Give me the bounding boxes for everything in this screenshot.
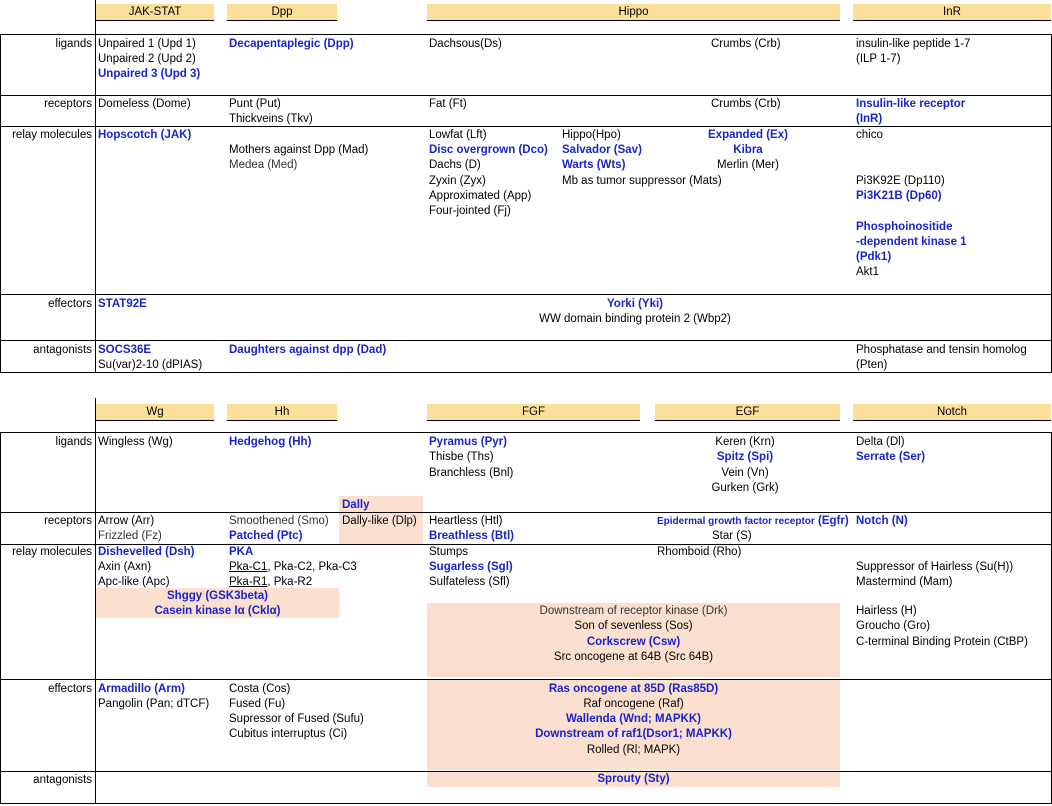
header-dpp: Dpp (227, 4, 337, 21)
relay-pka-r2: , Pka-R2 (267, 576, 313, 588)
receptor-smo: Smoothened (Smo) (229, 515, 329, 527)
ligand-upd2: Unpaired 2 (Upd 2) (98, 53, 196, 65)
header-hh: Hh (227, 404, 337, 421)
effector-cos: Costa (Cos) (229, 683, 291, 695)
label2-antagonists: antagonists (33, 774, 92, 786)
relay-d: Dachs (D) (429, 159, 481, 171)
label2-effectors: effectors (48, 683, 92, 695)
effector-fu: Fused (Fu) (229, 698, 286, 710)
relay-dp60: Pi3K21B (Dp60) (856, 190, 942, 202)
ligand-ilp: insulin-like peptide 1-7 (856, 38, 971, 50)
relay-pka-c (229, 560, 357, 576)
receptor-ft: Fat (Ft) (429, 98, 467, 110)
effector-arm: Armadillo (Arm) (98, 683, 185, 695)
receptor-inr: Insulin-like receptor (856, 98, 966, 110)
ligand-ds: Dachsous(Ds) (429, 38, 502, 50)
antagonist-dad: Daughters against dpp (Dad) (229, 344, 387, 356)
relay-chico: chico (856, 129, 883, 141)
ligand-dpp: Decapentaplegic (Dpp) (229, 38, 354, 50)
relay-pdk1-a: Phosphoinositide (856, 221, 953, 233)
label-relay-molecules: relay molecules (12, 129, 92, 141)
receptor-dome: Domeless (Dome) (98, 98, 191, 110)
ligand-upd3: Unpaired 3 (Upd 3) (98, 68, 201, 80)
header-wg: Wg (96, 404, 214, 421)
receptor-egfr-name: Epidermal growth factor receptor (657, 516, 815, 527)
ligand-upd1: Unpaired 1 (Upd 1) (98, 38, 196, 50)
label-receptors: receptors (44, 98, 92, 110)
relay-h: Hairless (H) (856, 605, 917, 617)
receptor-inr-abbr: (InR) (856, 113, 883, 125)
relay-gro: Groucho (Gro) (856, 620, 931, 632)
relay-med: Medea (Med) (229, 159, 298, 171)
header-inr: InR (853, 4, 1051, 21)
effector-sufu: Supressor of Fused (Sufu) (229, 713, 364, 725)
effector-wnd: Wallenda (Wnd; MAPKK) (565, 713, 701, 725)
label-effectors: effectors (48, 298, 92, 310)
ligand-crb: Crumbs (Crb) (711, 38, 781, 50)
ligand-dl: Delta (Dl) (856, 436, 905, 448)
relay-csw: Corkscrew (Csw) (586, 636, 681, 648)
relay-jak: Hopscotch (JAK) (98, 129, 192, 141)
receptor-dlp: Dally-like (Dlp) (342, 515, 417, 527)
ligand-ilp-abbr: (ILP 1-7) (856, 53, 901, 65)
relay-src64b: Src oncogene at 64B (Src 64B) (553, 651, 714, 663)
antagonist-socs36e: SOCS36E (98, 344, 152, 356)
effector-wbp2: WW domain binding protein 2 (Wbp2) (539, 313, 731, 325)
receptor-htl: Heartless (Htl) (429, 515, 503, 527)
relay-pka-c23: , Pka-C2, Pka-C3 (267, 561, 357, 573)
relay-wts: Warts (Wts) (562, 159, 626, 171)
receptor-tkv: Thickveins (Tkv) (229, 113, 313, 125)
header-egf: EGF (655, 404, 840, 421)
relay-fj: Four-jointed (Fj) (429, 205, 511, 217)
relay-axn: Axin (Axn) (98, 561, 152, 573)
ligand-ths: Thisbe (Ths) (429, 451, 494, 463)
antagonist-pten-abbr: (Pten) (856, 359, 888, 371)
relay-sos: Son of sevenless (Sos) (574, 620, 693, 632)
relay-mad: Mothers against Dpp (Mad) (229, 144, 369, 156)
relay-lft: Lowfat (Lft) (429, 129, 487, 141)
label2-ligands: ligands (55, 436, 92, 448)
relay-app: Approximated (App) (429, 190, 532, 202)
relay-suh: Suppressor of Hairless (Su(H)) (856, 561, 1014, 573)
ligand-pyr: Pyramus (Pyr) (429, 436, 507, 448)
relay-pka-c1: Pka-C1 (229, 561, 268, 573)
ligand-ser: Serrate (Ser) (856, 451, 926, 463)
receptor-put: Punt (Put) (229, 98, 281, 110)
ligand-vn: Vein (Vn) (721, 467, 769, 479)
effector-yki: Yorki (Yki) (606, 298, 664, 310)
receptor-fz: Frizzled (Fz) (98, 530, 162, 542)
header-fgf: FGF (427, 404, 640, 421)
label2-relay-molecules: relay molecules (12, 546, 92, 558)
label2-receptors: receptors (44, 515, 92, 527)
relay-dp110: Pi3K92E (Dp110) (856, 175, 945, 187)
antagonist-sty: Sprouty (Sty) (597, 773, 670, 785)
relay-dsh: Dishevelled (Dsh) (98, 546, 195, 558)
ligand-grk: Gurken (Grk) (711, 482, 779, 494)
relay-dco: Disc overgrown (Dco) (429, 144, 548, 156)
ligand-hh: Hedgehog (Hh) (229, 436, 312, 448)
receptor-arr: Arrow (Arr) (98, 515, 155, 527)
ligand-krn: Keren (Krn) (715, 436, 775, 448)
relay-mer: Merlin (Mer) (717, 159, 779, 171)
effector-pan: Pangolin (Pan; dTCF) (98, 698, 210, 710)
receptor-btl: Breathless (Btl) (429, 530, 514, 542)
ligand-wg: Wingless (Wg) (98, 436, 173, 448)
antagonist-dpias: Su(var)2-10 (dPIAS) (98, 359, 203, 371)
relay-sgl: Sugarless (Sgl) (429, 561, 513, 573)
receptor-crb: Crumbs (Crb) (711, 98, 781, 110)
relay-pdk1-b: -dependent kinase 1 (856, 236, 967, 248)
relay-sav: Salvador (Sav) (562, 144, 642, 156)
effector-stat92e: STAT92E (98, 298, 147, 310)
header-hippo: Hippo (427, 4, 840, 21)
receptor-egfr (657, 514, 849, 530)
relay-zyx: Zyxin (Zyx) (429, 175, 486, 187)
relay-mam: Mastermind (Mam) (856, 576, 953, 588)
relay-sfl: Sulfateless (Sfl) (429, 576, 510, 588)
relay-mats: Mb as tumor suppressor (Mats) (562, 175, 722, 187)
relay-kibra: Kibra (733, 144, 763, 156)
header-notch: Notch (853, 404, 1051, 421)
antagonist-pten: Phosphatase and tensin homolog (856, 344, 1027, 356)
relay-stumps: Stumps (429, 546, 468, 558)
effector-dsor1: Downstream of raf1(Dsor1; MAPKK) (535, 728, 732, 740)
effector-rl: Rolled (Rl; MAPK) (586, 744, 681, 756)
receptor-egfr-abbr: (Egfr) (818, 515, 849, 527)
relay-drk: Downstream of receptor kinase (Drk) (539, 605, 728, 617)
relay-gsk3beta: Shggy (GSK3beta) (167, 590, 268, 602)
ligand-bnl: Branchless (Bnl) (429, 467, 514, 479)
relay-ctbp: C-terminal Binding Protein (CtBP) (856, 636, 1028, 648)
relay-pka: PKA (229, 546, 254, 558)
relay-apc: Apc-like (Apc) (98, 576, 170, 588)
header-jak-stat: JAK-STAT (96, 4, 214, 21)
effector-raf: Raf oncogene (Raf) (583, 698, 684, 710)
relay-pka-r1: Pka-R1 (229, 576, 268, 588)
relay-pdk1-c: (Pdk1) (856, 251, 892, 263)
label-antagonists: antagonists (33, 344, 92, 356)
effector-ci: Cubitus interruptus (Ci) (229, 728, 348, 740)
relay-hpo: Hippo(Hpo) (562, 129, 621, 141)
label-ligands: ligands (55, 38, 92, 50)
relay-rho: Rhomboid (Rho) (657, 546, 742, 558)
relay-ex: Expanded (Ex) (708, 129, 788, 141)
receptor-star: Star (S) (712, 530, 752, 542)
receptor-notch: Notch (N) (856, 515, 908, 527)
ligand-spi: Spitz (Spi) (716, 451, 774, 463)
effector-ras85d: Ras oncogene at 85D (Ras85D) (548, 683, 719, 695)
relay-akt1: Akt1 (856, 266, 880, 278)
receptor-dally: Dally (342, 499, 370, 511)
relay-ckla: Casein kinase Iα (Cklα) (154, 605, 281, 617)
receptor-ptc: Patched (Ptc) (229, 530, 303, 542)
